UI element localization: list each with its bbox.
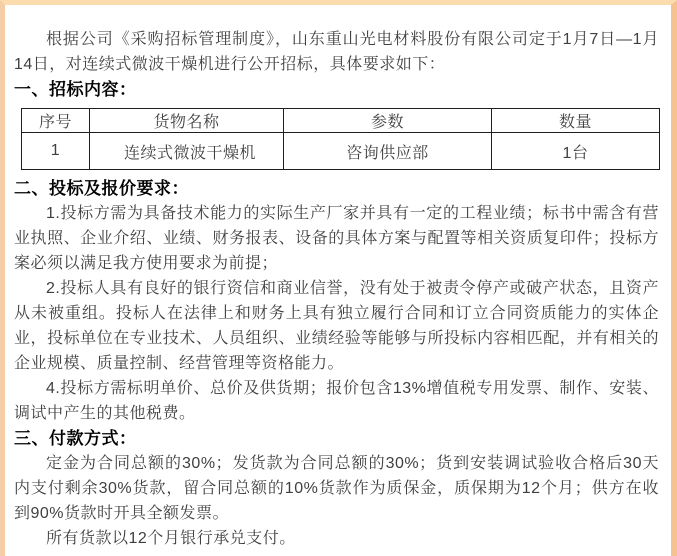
column-header-serial-number: 序号 [22,109,90,133]
column-header-goods-name: 货物名称 [90,109,284,133]
tender-items-table [21,108,660,170]
payment-terms-paragraph: 定金为合同总额的30%；发货款为合同总额的30%；货到安装调试验收合格后30天内支付剩余30%货款，留合同总额的10%货款作为质保金，质保期为12个月；供方在收到90%货款时开具全额发票。 [14,455,659,522]
intro-paragraph: 根据公司《采购招标管理制度》，山东重山光电材料股份有限公司定于1月7日—1月14日，对连续式微波干燥机进行公开招标，具体要求如下： [14,31,659,73]
tender-table-body [22,133,660,170]
cell-quantity: 1台 [492,133,660,170]
section-heading-bid-requirements: 二、投标及报价要求： [14,179,189,198]
bid-requirement-1: 1.投标方需为具备技术能力的实际生产厂家并具有一定的工程业绩；标书中需含有营业执照、企业介绍、业绩、财务报表、设备的具体方案与配置等相关资质复印件；投标方案必须以满足我方使用要求为前提； [14,205,659,272]
table-header-row [22,109,660,133]
column-header-parameters: 参数 [284,109,492,133]
payment-acceptance-paragraph: 所有货款以12个月银行承兑支付。 [46,530,296,547]
tender-table-head [22,109,660,133]
column-header-quantity: 数量 [492,109,660,133]
section-heading-tender-content: 一、招标内容： [14,80,137,99]
table-row [22,133,660,170]
bid-requirement-2: 2.投标人具有良好的银行资信和商业信誉，没有处于被责令停产或破产状态，且资产从未被重组。投标人在法律上和财务上具有独立履行合同和订立合同资质能力的实体企业，投标单位在专业技术、人员组织、业绩经验等能够与所投标内容相匹配，并有相关的企业规模、质量控制、经营管理等资格能力。 [14,280,659,372]
bid-requirement-4: 4.投标方需标明单价、总价及供货期；报价包含13%增值税专用发票、制作、安装、调试中产生的其他税费。 [14,380,659,422]
cell-parameters: 咨询供应部 [284,133,492,170]
cell-serial-number: 1 [22,133,90,170]
cell-goods-name: 连续式微波干燥机 [90,133,284,170]
section-heading-payment-method: 三、付款方式： [14,429,137,448]
